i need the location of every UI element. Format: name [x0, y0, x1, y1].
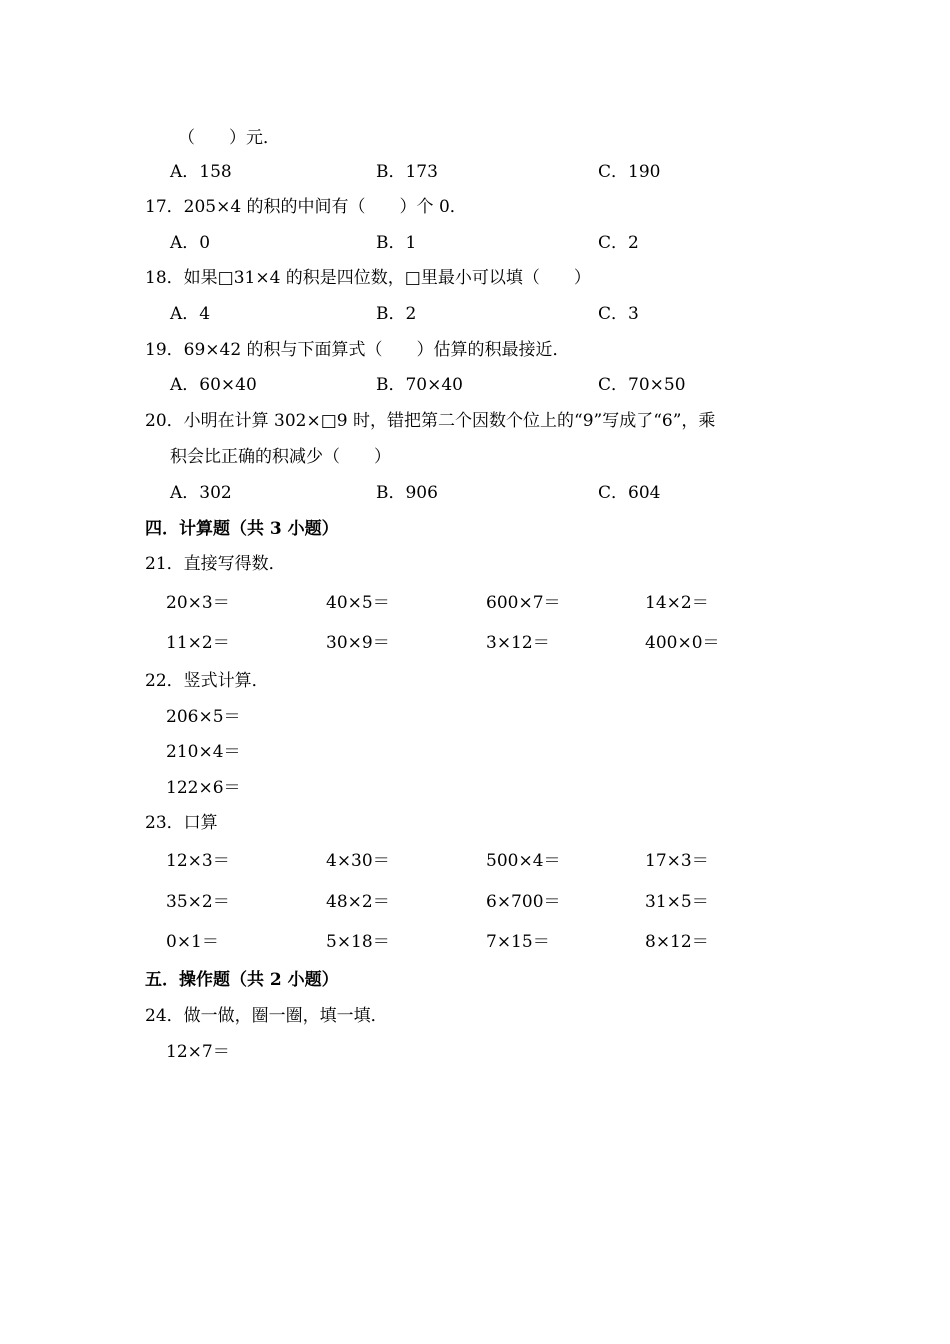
q19-option-c: C．70×50	[598, 375, 686, 395]
q17-option-a: A．0	[170, 233, 211, 253]
q24-stem: 24．做一做，圈一圈，填一填．	[145, 1006, 388, 1026]
q23-cell: 35×2＝	[166, 892, 230, 912]
q23-cell: 17×3＝	[645, 851, 709, 871]
q21-cell: 3×12＝	[486, 633, 550, 653]
q23-cell: 0×1＝	[166, 932, 219, 952]
q22-item: 206×5＝	[166, 707, 241, 727]
q18-option-a: A．4	[170, 304, 211, 324]
q19-option-a: A．60×40	[170, 375, 257, 395]
q18-option-c: C．3	[598, 304, 639, 324]
q21-cell: 600×7＝	[486, 593, 561, 613]
q18-option-b: B．2	[376, 304, 417, 324]
q21-cell: 11×2＝	[166, 633, 230, 653]
q21-cell: 40×5＝	[326, 593, 390, 613]
q16-continuation: （ ）元．	[178, 128, 280, 148]
q22-item: 122×6＝	[166, 778, 241, 798]
q23-cell: 8×12＝	[645, 932, 709, 952]
q16-option-a: A．158	[170, 162, 232, 182]
q23-cell: 12×3＝	[166, 851, 230, 871]
q19-stem: 19．69×42 的积与下面算式（ ）估算的积最接近．	[145, 340, 570, 360]
q22-item: 210×4＝	[166, 742, 241, 762]
q20-option-b: B．906	[376, 483, 438, 503]
q23-cell: 5×18＝	[326, 932, 390, 952]
q19-option-b: B．70×40	[376, 375, 464, 395]
q20-option-a: A．302	[170, 483, 232, 503]
q22-stem: 22．竖式计算．	[145, 671, 269, 691]
q18-stem: 18．如果□31×4 的积是四位数，□里最小可以填（ ）	[145, 268, 591, 288]
q16-option-b: B．173	[376, 162, 438, 182]
q20-stem-line1: 20．小明在计算 302×□9 时，错把第二个因数个位上的“9”写成了“6”，乘	[145, 411, 716, 431]
q21-cell: 20×3＝	[166, 593, 230, 613]
q20-option-c: C．604	[598, 483, 661, 503]
q21-cell: 400×0＝	[645, 633, 720, 653]
q17-stem: 17．205×4 的积的中间有（ ）个 0．	[145, 197, 467, 217]
q17-option-b: B．1	[376, 233, 417, 253]
q20-stem-line2: 积会比正确的积减少（ ）	[170, 447, 391, 467]
q23-cell: 6×700＝	[486, 892, 561, 912]
q23-cell: 500×4＝	[486, 851, 561, 871]
q23-cell: 48×2＝	[326, 892, 390, 912]
section5-heading: 五．操作题（共 2 小题）	[145, 970, 339, 990]
q21-stem: 21．直接写得数．	[145, 554, 286, 574]
q21-cell: 30×9＝	[326, 633, 390, 653]
q16-option-c: C．190	[598, 162, 661, 182]
q21-cell: 14×2＝	[645, 593, 709, 613]
q24-item: 12×7＝	[166, 1042, 230, 1062]
q23-cell: 4×30＝	[326, 851, 390, 871]
q17-option-c: C．2	[598, 233, 639, 253]
q23-stem: 23．口算	[145, 813, 218, 833]
q23-cell: 31×5＝	[645, 892, 709, 912]
section4-heading: 四．计算题（共 3 小题）	[145, 519, 339, 539]
q23-cell: 7×15＝	[486, 932, 550, 952]
